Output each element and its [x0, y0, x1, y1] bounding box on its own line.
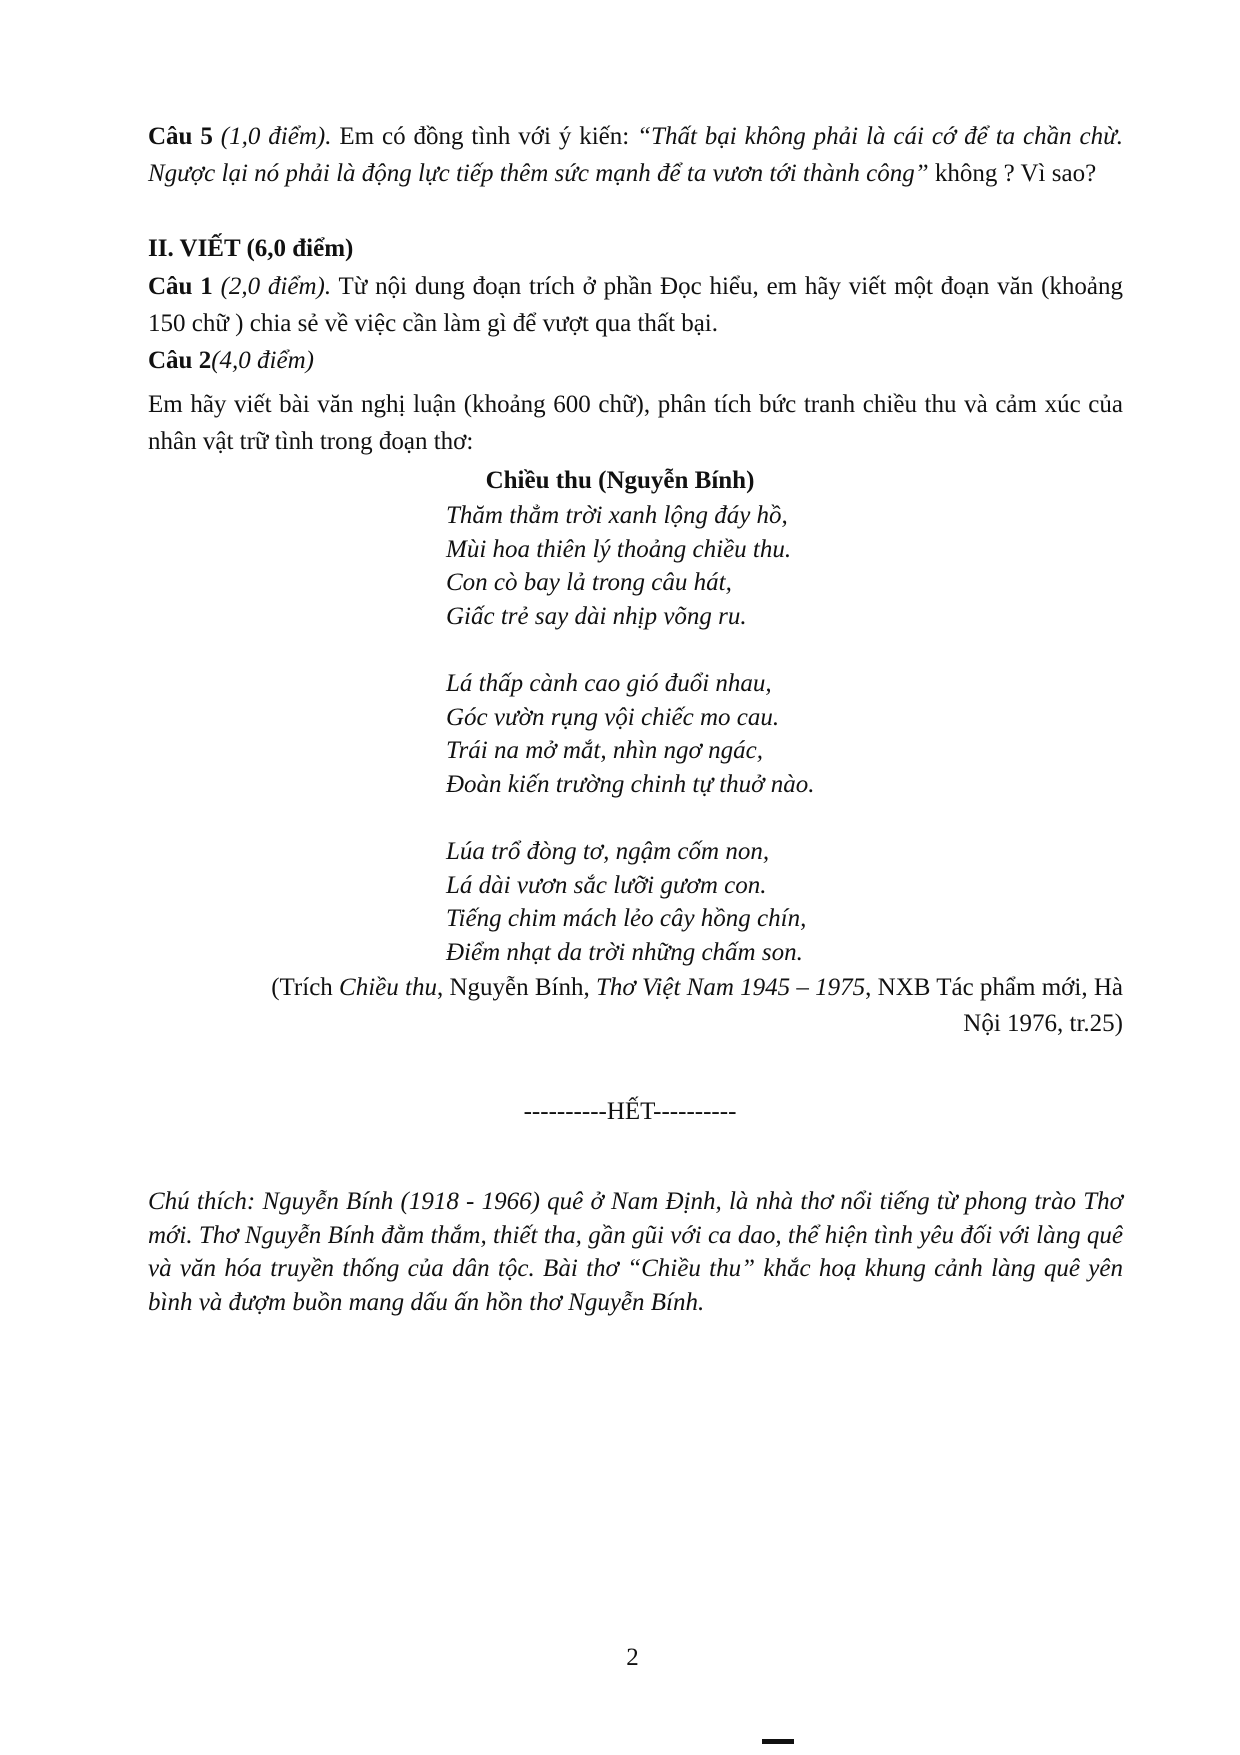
poem-title: Chiều thu (Nguyễn Bính) [485, 467, 755, 494]
poem-line: Mùi hoa thiên lý thoảng chiều thu. [446, 535, 792, 563]
question-points: (2,0 điểm). [220, 273, 332, 300]
poem-line: Góc vườn rụng vội chiếc mo cau. [446, 703, 780, 731]
question-5 [148, 118, 1123, 192]
poem-line: Lá dài vươn sắc lưỡi gươm con. [446, 871, 767, 899]
poem-stanza-3 [446, 835, 806, 969]
citation-collection: Thơ Việt Nam 1945 – 1975 [596, 974, 866, 1001]
poem-stanza-2 [446, 667, 815, 801]
section-number: II [148, 235, 168, 262]
citation-work: Chiều thu [339, 974, 437, 1001]
citation-line-1 [148, 970, 1123, 1006]
writing-question-1 [148, 268, 1123, 342]
question-label: Câu 1 [148, 273, 213, 300]
question-text: Từ nội dung đoạn trích ở phần Đọc hiểu, em hãy viết một đoạn văn (khoảng 150 chữ ) chia sẻ về việc cần làm gì để vượt qua thất bại. [148, 273, 1123, 337]
question-label: Câu 5 [148, 123, 213, 150]
section-title: . VIẾT (6,0 điểm) [167, 235, 354, 262]
poem-source-citation [148, 970, 1123, 1042]
question-points: (1,0 điểm). [220, 123, 332, 150]
poem-line: Lúa trổ đòng tơ, ngậm cốm non, [446, 838, 770, 865]
question-label: Câu 2 [148, 347, 212, 374]
citation-line-2: Nội 1976, tr.25) [963, 1010, 1123, 1037]
poem-line: Thăm thẳm trời xanh lộng đáy hồ, [446, 502, 788, 529]
citation-author: , Nguyễn Bính, [436, 974, 590, 1001]
poem-line: Lá thấp cành cao gió đuổi nhau, [446, 670, 772, 697]
poem-line: Con cò bay lả trong câu hát, [446, 569, 732, 596]
end-mark: ----------HẾT---------- [523, 1098, 737, 1125]
question-quote: “Thất bại không phải là cái cớ để ta chần chừ. Ngược lại nó phải là động lực tiếp thêm sức mạnh để ta vươn tới thành công” [148, 123, 1124, 187]
poem-line: Trái na mở mắt, nhìn ngơ ngác, [446, 737, 763, 764]
page-edge-mark [762, 1739, 794, 1744]
poem-line: Đoàn kiến trường chinh tự thuở nào. [446, 770, 815, 798]
writing-question-2-text [148, 386, 1123, 460]
poem-line: Tiếng chim mách lẻo cây hồng chín, [446, 905, 807, 932]
poem-stanza-1 [446, 499, 791, 633]
citation-publisher: , NXB Tác phẩm mới, Hà [865, 974, 1123, 1001]
page-number: 2 [626, 1644, 639, 1671]
poem-line: Điểm nhạt da trời những chấm son. [446, 938, 803, 966]
question-text: Em hãy viết bài văn nghị luận (khoảng 600 chữ), phân tích bức tranh chiều thu và cảm xúc của nhân vật trữ tình trong đoạn thơ: [148, 391, 1123, 455]
question-text: Em có đồng tình với ý kiến: [339, 123, 630, 150]
writing-question-2-heading [148, 342, 1123, 379]
question-points: (4,0 điểm) [211, 347, 314, 374]
footnote: Chú thích: Nguyễn Bính (1918 - 1966) quê ở Nam Định, là nhà thơ nổi tiếng từ phong trào Thơ mới. Thơ Nguyễn Bính đằm thắm, thiết tha, gần gũi với ca dao, thể hiện tình yêu đối với làng quê và văn hóa truyền thống của dân tộc. Bài thơ “Chiều thu” khắc hoạ khung cảnh làng quê yên bình và đượm buồn mang dấu ấn hồn thơ Nguyễn Bính. [148, 1188, 1123, 1316]
citation-prefix: (Trích [271, 974, 333, 1001]
poem-line: Giấc trẻ say dài nhịp võng ru. [446, 602, 747, 630]
section-heading-writing [148, 230, 1123, 267]
question-text-end: không ? Vì sao? [934, 160, 1097, 187]
